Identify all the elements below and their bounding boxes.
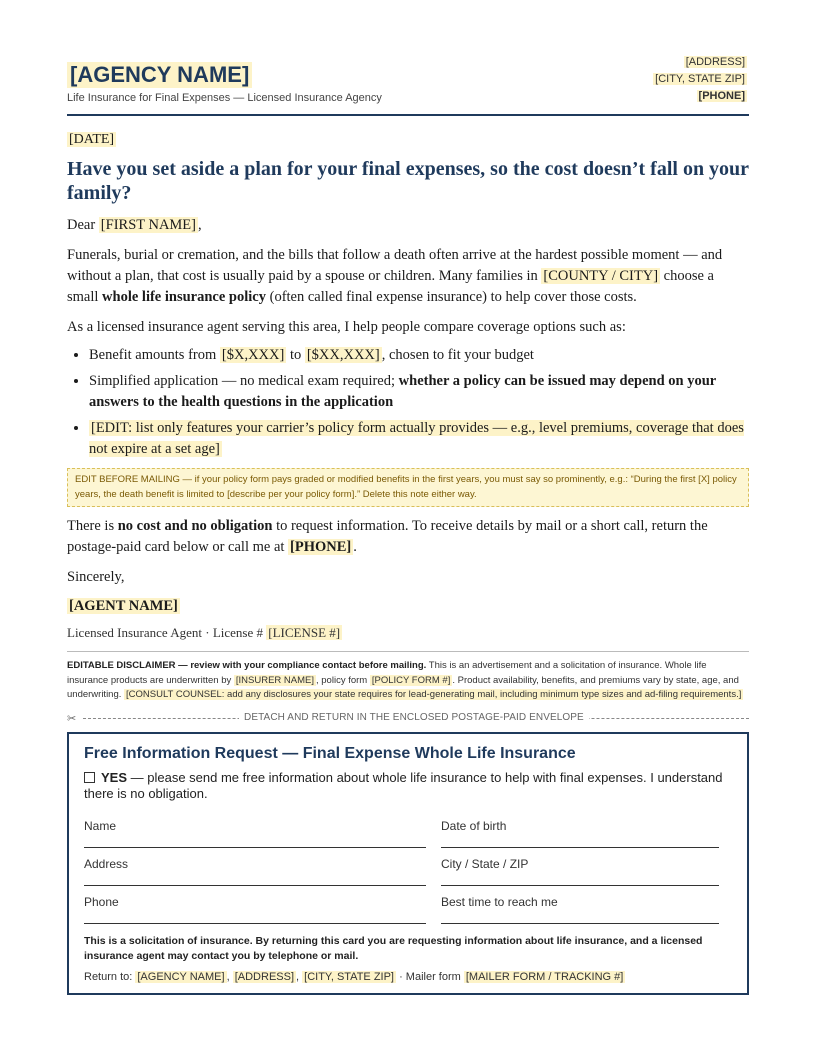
insurer-placeholder: [INSURER NAME]: [235, 674, 314, 686]
detach-line: [67, 712, 749, 726]
disclaimer-text-2: , policy form: [316, 674, 368, 686]
agent-name-placeholder: [AGENT NAME]: [69, 598, 178, 614]
return-sep: ,: [226, 970, 230, 983]
cta-text-1: There is: [67, 518, 115, 534]
dob-field[interactable]: Date of birth: [441, 810, 719, 848]
mailer-form-label: · Mailer form: [399, 970, 461, 983]
address-field[interactable]: Address: [84, 848, 426, 886]
tracking-placeholder: [MAILER FORM / TRACKING #]: [465, 970, 624, 983]
agency-name: [AGENCY NAME]: [67, 62, 252, 88]
policy-form-placeholder: [POLICY FORM #]: [371, 674, 451, 686]
letter-date: [67, 132, 749, 148]
return-city-placeholder: [CITY, STATE ZIP]: [304, 970, 394, 983]
agent-license: [67, 625, 749, 641]
name-field[interactable]: Name: [84, 810, 426, 848]
benefit-to: to: [289, 347, 302, 363]
reply-card: [67, 732, 749, 995]
cta-phone-placeholder: [PHONE]: [290, 539, 352, 555]
first-name-placeholder: [FIRST NAME]: [100, 217, 196, 233]
return-address: [84, 970, 732, 985]
salutation-dear: Dear: [67, 217, 96, 233]
edit-features-placeholder: [EDIT: list only features your carrier’s policy form actually provides — e.g., level premiums, coverage that does not expire at a set age]: [89, 420, 744, 457]
yes-label: YES: [101, 769, 128, 785]
intro-text-2: choose a small: [67, 268, 714, 305]
salutation-comma: ,: [198, 217, 202, 233]
return-label: Return to:: [84, 970, 133, 983]
detach-label: DETACH AND RETURN IN THE ENCLOSED POSTAGE-PAID ENVELOPE: [239, 712, 589, 723]
list-item: [89, 418, 749, 460]
solicitation-notice: This is a solicitation of insurance. By returning this card you are requesting information about life insurance, and a licensed insurance agent may contact you by telephone or mail.: [84, 934, 703, 962]
benefit-text: Benefit amounts from: [89, 347, 217, 363]
closing: Sincerely,: [67, 569, 125, 585]
return-agency-placeholder: [AGENCY NAME]: [137, 970, 225, 983]
disclaimer-text-3: . Product availability, benefits, and premiums vary by state, age, and underwriting.: [67, 674, 739, 700]
application-text: Simplified application — no medical exam required;: [89, 373, 396, 389]
benefits-list: [67, 345, 749, 460]
reply-form-fields: [84, 810, 732, 924]
application-bold: whether a policy can be issued may depend on your answers to the health questions in the application: [89, 373, 716, 410]
agent-signature: [67, 598, 749, 615]
agency-phone: [PHONE]: [698, 90, 745, 102]
paragraph-agent-intro: As a licensed insurance agent serving this area, I help people compare coverage options such as:: [67, 319, 626, 335]
county-placeholder: [COUNTY / CITY]: [543, 268, 659, 284]
disclaimer-text-1: This is an advertisement and a solicitation of insurance. Whole life insurance products are underwritten by: [67, 660, 707, 686]
agency-address-block: [653, 54, 747, 105]
intro-bold-policy: whole life insurance policy: [102, 289, 266, 305]
agency-address: [ADDRESS]: [685, 56, 745, 68]
return-sep: ,: [296, 970, 300, 983]
city-state-zip-field[interactable]: City / State / ZIP: [441, 848, 719, 886]
agency-tagline: Life Insurance for Final Expenses — Licensed Insurance Agency: [67, 92, 382, 104]
intro-text-3: (often called final expense insurance) to help cover those costs.: [269, 289, 637, 305]
edit-note: EDIT BEFORE MAILING — if your policy form pays graded or modified benefits in the first years, you must say so prominently, e.g.: “During the first [X] policy years, the death benefit is limited to [describe per your policy form].” Delete this note either way.: [67, 468, 749, 507]
benefit-post: , chosen to fit your budget: [381, 347, 534, 363]
reply-card-title: Free Information Request — Final Expense Whole Life Insurance: [84, 744, 576, 762]
paragraph-intro: [67, 245, 749, 308]
letterhead: [67, 52, 749, 116]
date-placeholder: [DATE]: [69, 132, 115, 147]
intro-text-1: Funerals, burial or cremation, and the bills that follow a death often arrive at the hardest possible moment — and without a plan, that cost is usually paid by a spouse or children. Many families in: [67, 247, 723, 284]
letter-page: [67, 52, 749, 995]
paragraph-call-to-action: [67, 516, 749, 558]
list-item: [89, 371, 749, 413]
yes-checkbox-row[interactable]: [84, 770, 732, 802]
cta-period: .: [353, 539, 357, 555]
consult-counsel-placeholder: [CONSULT COUNSEL: add any disclosures your state requires for lead-generating mail, including minimum type sizes and ad-filing requirements.]: [126, 689, 742, 700]
license-placeholder: [LICENSE #]: [268, 625, 341, 640]
disclaimer-title: EDITABLE DISCLAIMER — review with your compliance contact before mailing.: [67, 660, 427, 671]
agency-city-state-zip: [CITY, STATE ZIP]: [655, 73, 745, 85]
benefit-max-placeholder: [$XX,XXX]: [306, 347, 380, 363]
letter-headline: Have you set aside a plan for your final expenses, so the cost doesn’t fall on your family?: [67, 158, 749, 204]
cta-bold: no cost and no obligation: [117, 518, 273, 534]
benefit-min-placeholder: [$X,XXX]: [221, 347, 285, 363]
phone-field[interactable]: Phone: [84, 886, 426, 924]
scissors-icon: ✂: [67, 712, 77, 725]
cta-text-2: to request information. To receive details by mail or a short call, return the postage-paid card below or call me at: [67, 518, 708, 555]
disclaimer: [67, 651, 749, 703]
license-label: Licensed Insurance Agent · License #: [67, 625, 264, 640]
return-address-placeholder: [ADDRESS]: [234, 970, 295, 983]
best-time-field[interactable]: Best time to reach me: [441, 886, 719, 924]
yes-text: — please send me free information about whole life insurance to help with final expenses. I understand there is no obligation.: [84, 769, 723, 801]
salutation: [67, 215, 749, 236]
checkbox-icon[interactable]: [84, 772, 95, 783]
list-item: [89, 345, 749, 366]
